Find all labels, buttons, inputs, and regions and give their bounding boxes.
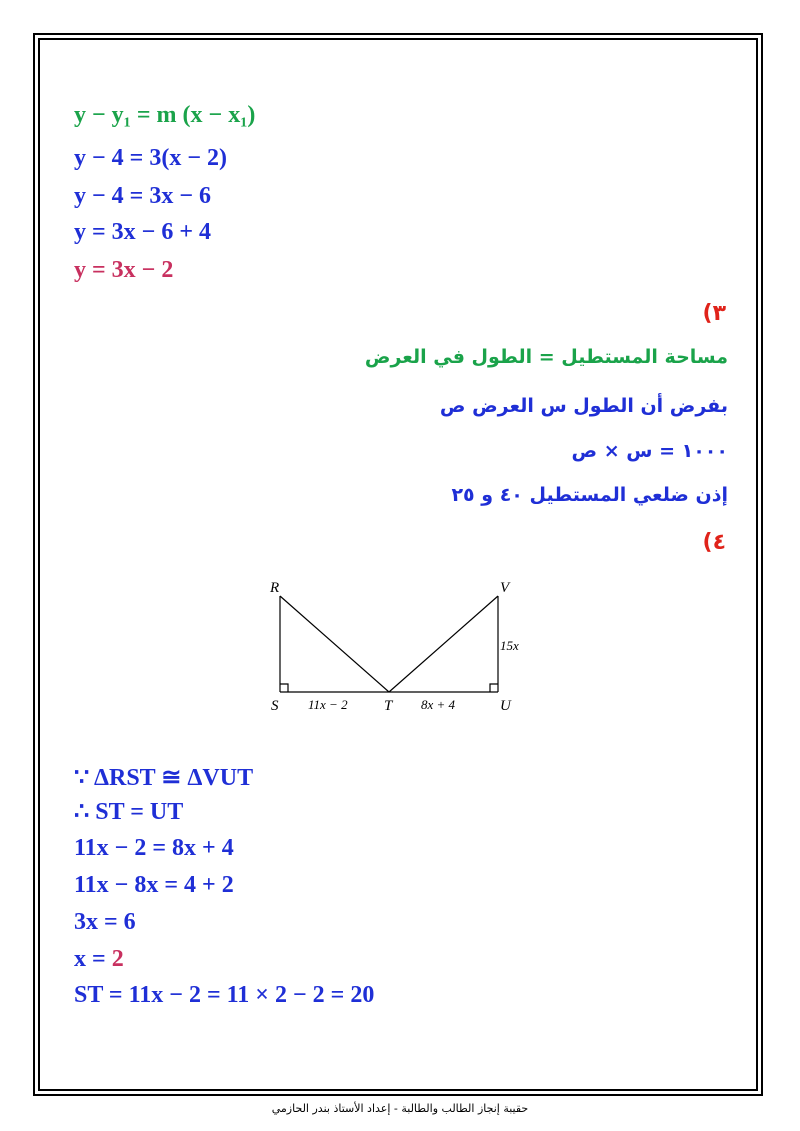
assumption: بفرض أن الطول س العرض ص — [439, 395, 728, 417]
equation-step: y − 4 = 3(x − 2) — [74, 145, 228, 171]
equation-step: y = 3x − 6 + 4 — [74, 219, 212, 245]
equation-step: 11x − 8x = 4 + 2 — [74, 872, 234, 898]
side-label-st: 11x − 2 — [308, 697, 348, 712]
page-footer: حقيبة إنجاز الطالب والطالبة - إعداد الأستاذ بندر الحازمي — [271, 1102, 529, 1115]
vertex-label-u: U — [500, 698, 511, 714]
side-label-tu: 8x + 4 — [421, 697, 456, 712]
equation-step: y − 4 = 3x − 6 — [74, 183, 212, 209]
question-number-4: ٤) — [702, 530, 726, 555]
area-rule: مساحة المستطيل = الطول في العرض — [364, 346, 728, 368]
x-solution-lhs: x = — [74, 946, 106, 972]
equation-step: ∴ ST = UT — [74, 799, 184, 825]
area-equation: ١٠٠٠ = س × ص — [571, 440, 728, 462]
vertex-label-r: R — [270, 580, 280, 596]
question-number-3: ٣) — [702, 301, 726, 326]
equation-step: 11x − 2 = 8x + 4 — [74, 835, 234, 861]
equation-result: y = 3x − 2 — [74, 257, 174, 283]
rectangle-answer: إذن ضلعي المستطيل ٤٠ و ٢٥ — [451, 484, 728, 506]
x-solution-value: 2 — [111, 946, 124, 972]
side-label-vu: 15x — [500, 638, 519, 653]
vertex-label-t: T — [384, 698, 393, 714]
point-slope-formula: y − y₁ = m (x − x₁) — [74, 102, 256, 128]
equation-step: 3x = 6 — [74, 909, 136, 935]
vertex-label-v: V — [500, 580, 510, 596]
x-solution — [74, 945, 124, 973]
vertex-label-s: S — [271, 698, 279, 714]
final-answer: ST = 11x − 2 = 11 × 2 − 2 = 20 — [74, 982, 375, 1008]
congruence-statement: ∵ ΔRST ≅ ΔVUT — [74, 765, 254, 791]
